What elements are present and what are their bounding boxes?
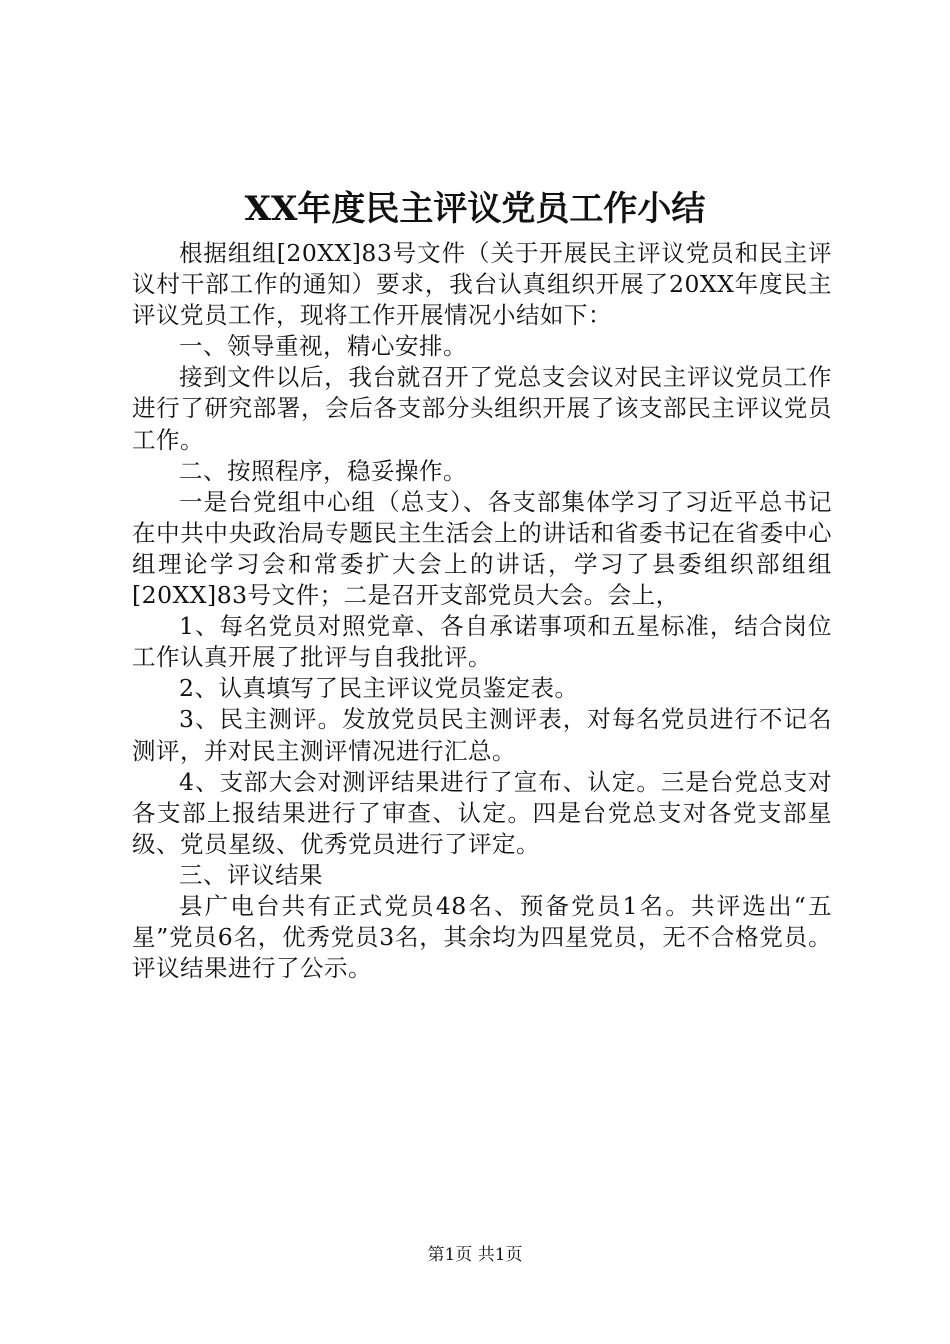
section-heading-2: 二、按照程序，稳妥操作。 bbox=[179, 456, 467, 485]
document-title: XX年度民主评议党员工作小结 bbox=[244, 189, 706, 229]
paragraph-results: 县广电台共有正式党员48名、预备党员1名。共评选出“五星”党员6名，优秀党员3名，其余均为四星党员，无不合格党员。评议结果进行了公示。 bbox=[132, 891, 832, 983]
list-item-1: 1、每名党员对照党章、各自承诺事项和五星标准，结合岗位工作认真开展了批评与自我批评。 bbox=[132, 612, 832, 672]
page-number-footer: 第1页 共1页 bbox=[427, 1245, 523, 1265]
section-heading-3: 三、评议结果 bbox=[179, 860, 323, 889]
list-item-2: 2、认真填写了民主评议党员鉴定表。 bbox=[179, 674, 579, 703]
document-body bbox=[132, 238, 832, 984]
paragraph-section-2: 一是台党组中心组（总支）、各支部集体学习了习近平总书记在中共中央政治局专题民主生活会上的讲话和省委书记在省委中心组理论学习会和常委扩大会上的讲话，学习了县委组织部组组[20XX]83号文件；二是召开支部党员大会。会上， bbox=[132, 487, 832, 610]
list-item-3: 3、民主测评。发放党员民主测评表，对每名党员进行不记名测评，并对民主测评情况进行汇总。 bbox=[132, 705, 832, 765]
section-heading-1: 一、领导重视，精心安排。 bbox=[179, 332, 467, 361]
paragraph-section-1: 接到文件以后，我台就召开了党总支会议对民主评议党员工作进行了研究部署，会后各支部分头组织开展了该支部民主评议党员工作。 bbox=[132, 363, 832, 454]
list-item-4: 4、支部大会对测评结果进行了宣布、认定。三是台党总支对各支部上报结果进行了审查、认定。四是台党总支对各党支部星级、党员星级、优秀党员进行了评定。 bbox=[132, 767, 832, 858]
paragraph-intro: 根据组组[20XX]83号文件（关于开展民主评议党员和民主评议村干部工作的通知）要求，我台认真组织开展了20XX年度民主评议党员工作，现将工作开展情况小结如下： bbox=[132, 239, 832, 330]
